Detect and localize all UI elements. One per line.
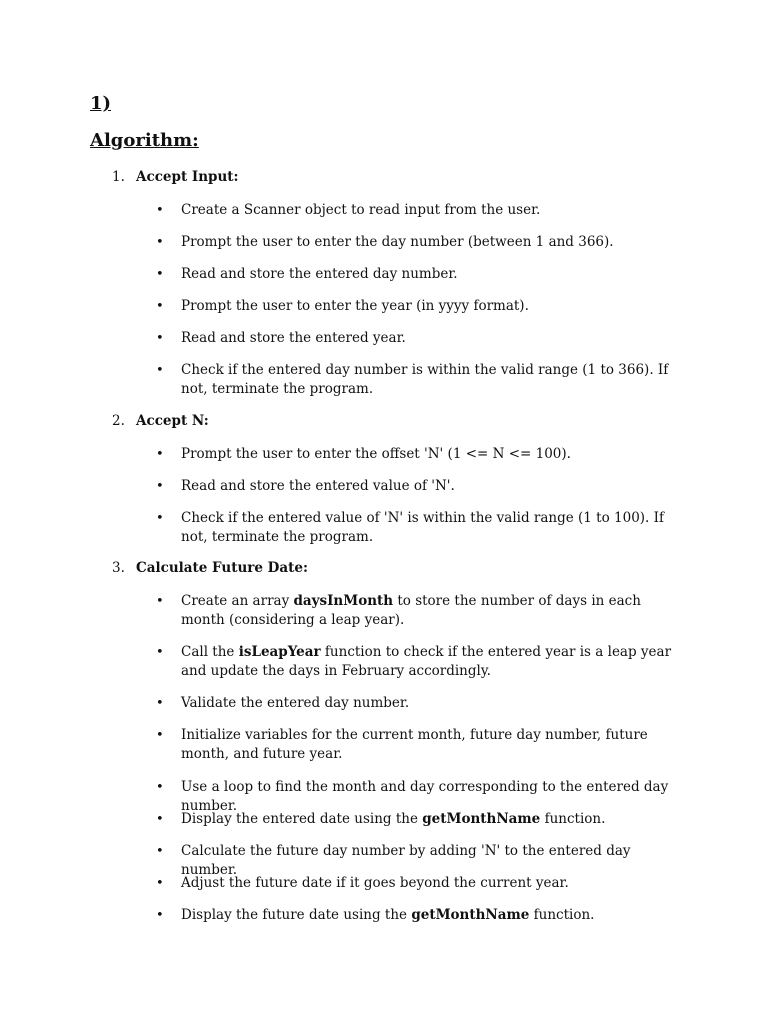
bullet-icon: • xyxy=(156,363,164,378)
bullet-item xyxy=(156,445,676,464)
bullet-icon: • xyxy=(156,645,164,660)
bullet-icon: • xyxy=(156,876,164,891)
bullet-text xyxy=(181,361,676,399)
bullet-item xyxy=(156,810,676,829)
step-heading xyxy=(112,168,712,186)
text-run: Prompt the user to enter the year (in yyyy format). xyxy=(181,298,529,314)
bullet-item xyxy=(156,643,676,681)
step-heading xyxy=(112,559,712,577)
bullet-item xyxy=(156,477,676,496)
bullet-text xyxy=(181,592,676,630)
code-identifier: getMonthName xyxy=(411,907,530,923)
bullet-text xyxy=(181,477,676,496)
text-run: Read and store the entered year. xyxy=(181,330,406,346)
text-run: Read and store the entered day number. xyxy=(181,266,458,282)
question-number: 1) xyxy=(90,93,112,114)
bullet-icon: • xyxy=(156,780,164,795)
bullet-icon: • xyxy=(156,728,164,743)
algorithm-heading: Algorithm: xyxy=(90,130,199,151)
bullet-text xyxy=(181,445,676,464)
bullet-item xyxy=(156,233,676,252)
bullet-text xyxy=(181,643,676,681)
bullet-text xyxy=(181,297,676,316)
bullet-text xyxy=(181,726,676,764)
bullet-item xyxy=(156,297,676,316)
bullet-icon: • xyxy=(156,812,164,827)
bullet-icon: • xyxy=(156,299,164,314)
bullet-item xyxy=(156,906,676,925)
text-run: Create a Scanner object to read input from the user. xyxy=(181,202,541,218)
text-run: Check if the entered value of 'N' is within the valid range (1 to 100). If not, terminate the program. xyxy=(181,510,664,545)
text-run: Prompt the user to enter the day number (between 1 and 366). xyxy=(181,234,614,250)
text-run: Display the future date using the xyxy=(181,907,412,923)
step-title: Accept N: xyxy=(136,413,209,429)
text-run: function. xyxy=(540,811,606,827)
bullet-item xyxy=(156,592,676,630)
bullet-text xyxy=(181,874,676,893)
text-run: Create an array xyxy=(181,593,294,609)
text-run: Check if the entered day number is within the valid range (1 to 366). If not, terminate the program. xyxy=(181,362,669,397)
bullet-item xyxy=(156,509,676,547)
bullet-icon: • xyxy=(156,447,164,462)
bullet-text xyxy=(181,201,676,220)
bullet-item xyxy=(156,329,676,348)
bullet-icon: • xyxy=(156,203,164,218)
text-run: function to check if the entered year is a leap year and update the days in February accordingly. xyxy=(181,644,672,679)
bullet-item xyxy=(156,726,676,764)
text-run: to store the number of days in each month (considering a leap year). xyxy=(181,593,641,628)
code-identifier: getMonthName xyxy=(422,811,541,827)
step-number: 1. xyxy=(112,169,125,185)
text-run: Initialize variables for the current month, future day number, future month, and future year. xyxy=(181,727,648,762)
code-identifier: daysInMonth xyxy=(293,593,394,609)
bullet-text xyxy=(181,265,676,284)
step-title: Calculate Future Date: xyxy=(136,560,308,576)
bullet-item xyxy=(156,694,676,713)
bullet-icon: • xyxy=(156,511,164,526)
text-run: Display the entered date using the xyxy=(181,811,423,827)
text-run: Validate the entered day number. xyxy=(181,695,410,711)
bullet-item xyxy=(156,265,676,284)
bullet-icon: • xyxy=(156,331,164,346)
bullet-icon: • xyxy=(156,479,164,494)
bullet-icon: • xyxy=(156,235,164,250)
text-run: function. xyxy=(529,907,595,923)
bullet-text xyxy=(181,509,676,547)
text-run: Call the xyxy=(181,644,239,660)
code-identifier: isLeapYear xyxy=(238,644,321,660)
bullet-item xyxy=(156,361,676,399)
bullet-item xyxy=(156,874,676,893)
step-heading xyxy=(112,412,712,430)
bullet-text xyxy=(181,329,676,348)
bullet-item xyxy=(156,201,676,220)
text-run: Calculate the future day number by adding 'N' to the entered day number. xyxy=(181,843,631,878)
bullet-icon: • xyxy=(156,594,164,609)
bullet-icon: • xyxy=(156,267,164,282)
bullet-text xyxy=(181,233,676,252)
text-run: Read and store the entered value of 'N'. xyxy=(181,478,455,494)
step-number: 3. xyxy=(112,560,125,576)
bullet-icon: • xyxy=(156,696,164,711)
text-run: Use a loop to find the month and day corresponding to the entered day number. xyxy=(181,779,669,814)
text-run: Adjust the future date if it goes beyond the current year. xyxy=(181,875,569,891)
step-title: Accept Input: xyxy=(136,169,239,185)
bullet-text xyxy=(181,906,676,925)
step-number: 2. xyxy=(112,413,125,429)
bullet-icon: • xyxy=(156,844,164,859)
bullet-text xyxy=(181,694,676,713)
bullet-icon: • xyxy=(156,908,164,923)
text-run: Prompt the user to enter the offset 'N' (1 <= N <= 100). xyxy=(181,446,571,462)
bullet-text xyxy=(181,810,676,829)
